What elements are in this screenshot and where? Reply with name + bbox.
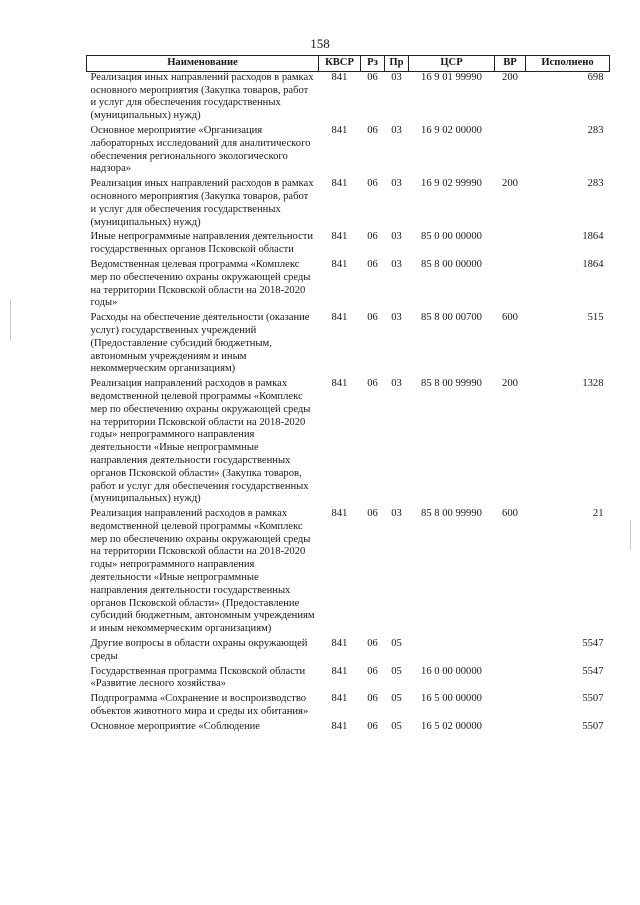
cell-sum: 1864 xyxy=(582,231,604,243)
cell-vr xyxy=(495,231,526,259)
cell-rz: 06 xyxy=(367,231,378,243)
cell-pr: 03 xyxy=(391,71,402,83)
table-row xyxy=(87,259,610,312)
budget-table xyxy=(86,55,610,736)
cell-sum: 1864 xyxy=(582,258,604,270)
cell-sum: 1328 xyxy=(582,378,604,390)
table-row xyxy=(87,71,610,125)
cell-name: Другие вопросы в области охраны окружающей среды xyxy=(90,638,308,662)
cell-kvsr: 841 xyxy=(331,665,348,677)
header-vr: ВР xyxy=(495,56,526,72)
cell-csr: 85 8 00 00000 xyxy=(421,258,482,270)
table-row xyxy=(87,178,610,231)
table-row xyxy=(87,638,610,666)
cell-sum: 698 xyxy=(587,71,604,83)
cell-name: Реализация направлений расходов в рамках ведомственной целевой программы «Комплекс мер по обеспечению охраны окружающей среды на территории Псковской области на 2018-2020 годы» непрограммного направления деятельности «Иные непрограммные направления деятельности государственных органов Псковской области» (Предоставление субсидий бюджетным, автономным учреждениям и иным некоммерческим организациям) xyxy=(90,508,315,635)
cell-vr xyxy=(495,125,526,178)
cell-kvsr: 841 xyxy=(331,508,348,520)
cell-name: Государственная программа Псковской области «Развитие лесного хозяйства» xyxy=(90,665,306,690)
cell-csr: 16 5 00 00000 xyxy=(421,693,482,705)
cell-csr: 16 9 02 00000 xyxy=(421,124,482,136)
cell-rz: 06 xyxy=(367,638,378,650)
cell-vr: 600 xyxy=(502,312,518,324)
cell-csr: 85 8 00 99990 xyxy=(421,508,482,520)
cell-pr: 03 xyxy=(391,258,402,270)
cell-name: Подпрограмма «Сохранение и воспроизводство объектов животного мира и среды их обитания» xyxy=(90,693,309,718)
cell-vr xyxy=(495,693,526,721)
cell-pr: 03 xyxy=(391,178,402,190)
page-number: 158 xyxy=(310,36,330,51)
cell-sum: 5507 xyxy=(582,693,604,705)
cell-pr: 05 xyxy=(391,665,402,677)
cell-name: Реализация направлений расходов в рамках ведомственной целевой программы «Комплекс мер по обеспечению охраны окружающей среды на территории Псковской области на 2018-2020 годы» непрограммного направления деятельности «Иные непрограммные направления деятельности государственных органов Псковской области» (Закупка товаров, работ и услуг для обеспечения государственных (муниципальных) нужд) xyxy=(90,378,311,505)
cell-sum: 5547 xyxy=(582,638,604,650)
table-body xyxy=(87,71,610,735)
table-header-row xyxy=(87,56,610,72)
cell-kvsr: 841 xyxy=(331,378,348,390)
header-pr: Пр xyxy=(385,56,409,72)
cell-sum: 5507 xyxy=(582,720,604,732)
header-kvsr: КВСР xyxy=(319,56,361,72)
cell-pr: 05 xyxy=(391,638,402,650)
cell-kvsr: 841 xyxy=(331,258,348,270)
scan-edge-mark xyxy=(10,300,11,340)
cell-rz: 06 xyxy=(367,693,378,705)
cell-kvsr: 841 xyxy=(331,71,348,83)
cell-kvsr: 841 xyxy=(331,124,348,136)
cell-rz: 06 xyxy=(367,720,378,732)
cell-rz: 06 xyxy=(367,258,378,270)
cell-csr: 85 8 00 00700 xyxy=(421,312,482,324)
table-row xyxy=(87,312,610,378)
cell-vr xyxy=(495,638,526,666)
cell-kvsr: 841 xyxy=(331,312,348,324)
cell-name: Иные непрограммные направления деятельности государственных органов Псковской области xyxy=(90,231,314,256)
cell-sum: 283 xyxy=(587,178,604,190)
cell-vr xyxy=(495,259,526,312)
cell-kvsr: 841 xyxy=(331,638,348,650)
cell-csr: 16 9 02 99990 xyxy=(421,178,482,190)
cell-pr: 03 xyxy=(391,231,402,243)
cell-name: Расходы на обеспечение деятельности (оказание услуг) государственных учреждений (Предоставление субсидий бюджетным, автономным учреждениям и иным некоммерческим организациям) xyxy=(90,312,310,375)
cell-sum: 283 xyxy=(587,124,604,136)
cell-pr: 03 xyxy=(391,312,402,324)
header-rz: Рз xyxy=(361,56,385,72)
cell-rz: 06 xyxy=(367,665,378,677)
cell-csr xyxy=(409,638,495,666)
cell-rz: 06 xyxy=(367,124,378,136)
cell-csr: 16 5 02 00000 xyxy=(421,720,482,732)
cell-rz: 06 xyxy=(367,508,378,520)
cell-rz: 06 xyxy=(367,178,378,190)
table-row xyxy=(87,693,610,721)
cell-csr: 85 8 00 99990 xyxy=(421,378,482,390)
cell-name: Реализация иных направлений расходов в рамках основного мероприятия (Закупка товаров, работ и услуг для обеспечения государственных (муниципальных) нужд) xyxy=(90,178,314,228)
table-row xyxy=(87,378,610,508)
cell-vr xyxy=(495,721,526,736)
cell-rz: 06 xyxy=(367,312,378,324)
cell-kvsr: 841 xyxy=(331,231,348,243)
cell-vr: 600 xyxy=(502,508,518,520)
cell-pr: 05 xyxy=(391,720,402,732)
cell-vr: 200 xyxy=(502,71,518,83)
cell-pr: 03 xyxy=(391,378,402,390)
table-row xyxy=(87,508,610,638)
header-csr: ЦСР xyxy=(409,56,495,72)
cell-vr: 200 xyxy=(502,178,518,190)
cell-rz: 06 xyxy=(367,378,378,390)
cell-name: Ведомственная целевая программа «Комплекс мер по обеспечению охраны окружающей среды на территории Псковской области на 2018-2020 годы» xyxy=(90,258,311,309)
cell-sum: 21 xyxy=(592,508,604,520)
cell-pr: 03 xyxy=(391,508,402,520)
cell-name: Основное мероприятие «Организация лабораторных исследований для аналитического обеспечения регионального экологического надзора» xyxy=(90,124,311,175)
cell-vr xyxy=(495,666,526,694)
cell-kvsr: 841 xyxy=(331,720,348,732)
table-row xyxy=(87,721,610,736)
cell-vr: 200 xyxy=(502,378,518,390)
header-sum: Исполнено xyxy=(526,56,610,72)
table-row xyxy=(87,125,610,178)
cell-rz: 06 xyxy=(367,71,378,83)
cell-name: Реализация иных направлений расходов в рамках основного мероприятия (Закупка товаров, работ и услуг для обеспечения государственных (муниципальных) нужд) xyxy=(90,71,314,122)
cell-sum: 515 xyxy=(587,312,604,324)
cell-csr: 85 0 00 00000 xyxy=(421,231,482,243)
cell-pr: 05 xyxy=(391,693,402,705)
cell-kvsr: 841 xyxy=(331,693,348,705)
cell-name: Основное мероприятие «Соблюдение xyxy=(90,720,261,732)
table-row xyxy=(87,666,610,694)
cell-pr: 03 xyxy=(391,124,402,136)
cell-csr: 16 0 00 00000 xyxy=(421,665,482,677)
table-row xyxy=(87,231,610,259)
cell-kvsr: 841 xyxy=(331,178,348,190)
scan-edge-mark xyxy=(630,520,631,550)
header-name: Наименование xyxy=(87,56,319,72)
cell-sum: 5547 xyxy=(582,665,604,677)
cell-csr: 16 9 01 99990 xyxy=(421,71,482,83)
